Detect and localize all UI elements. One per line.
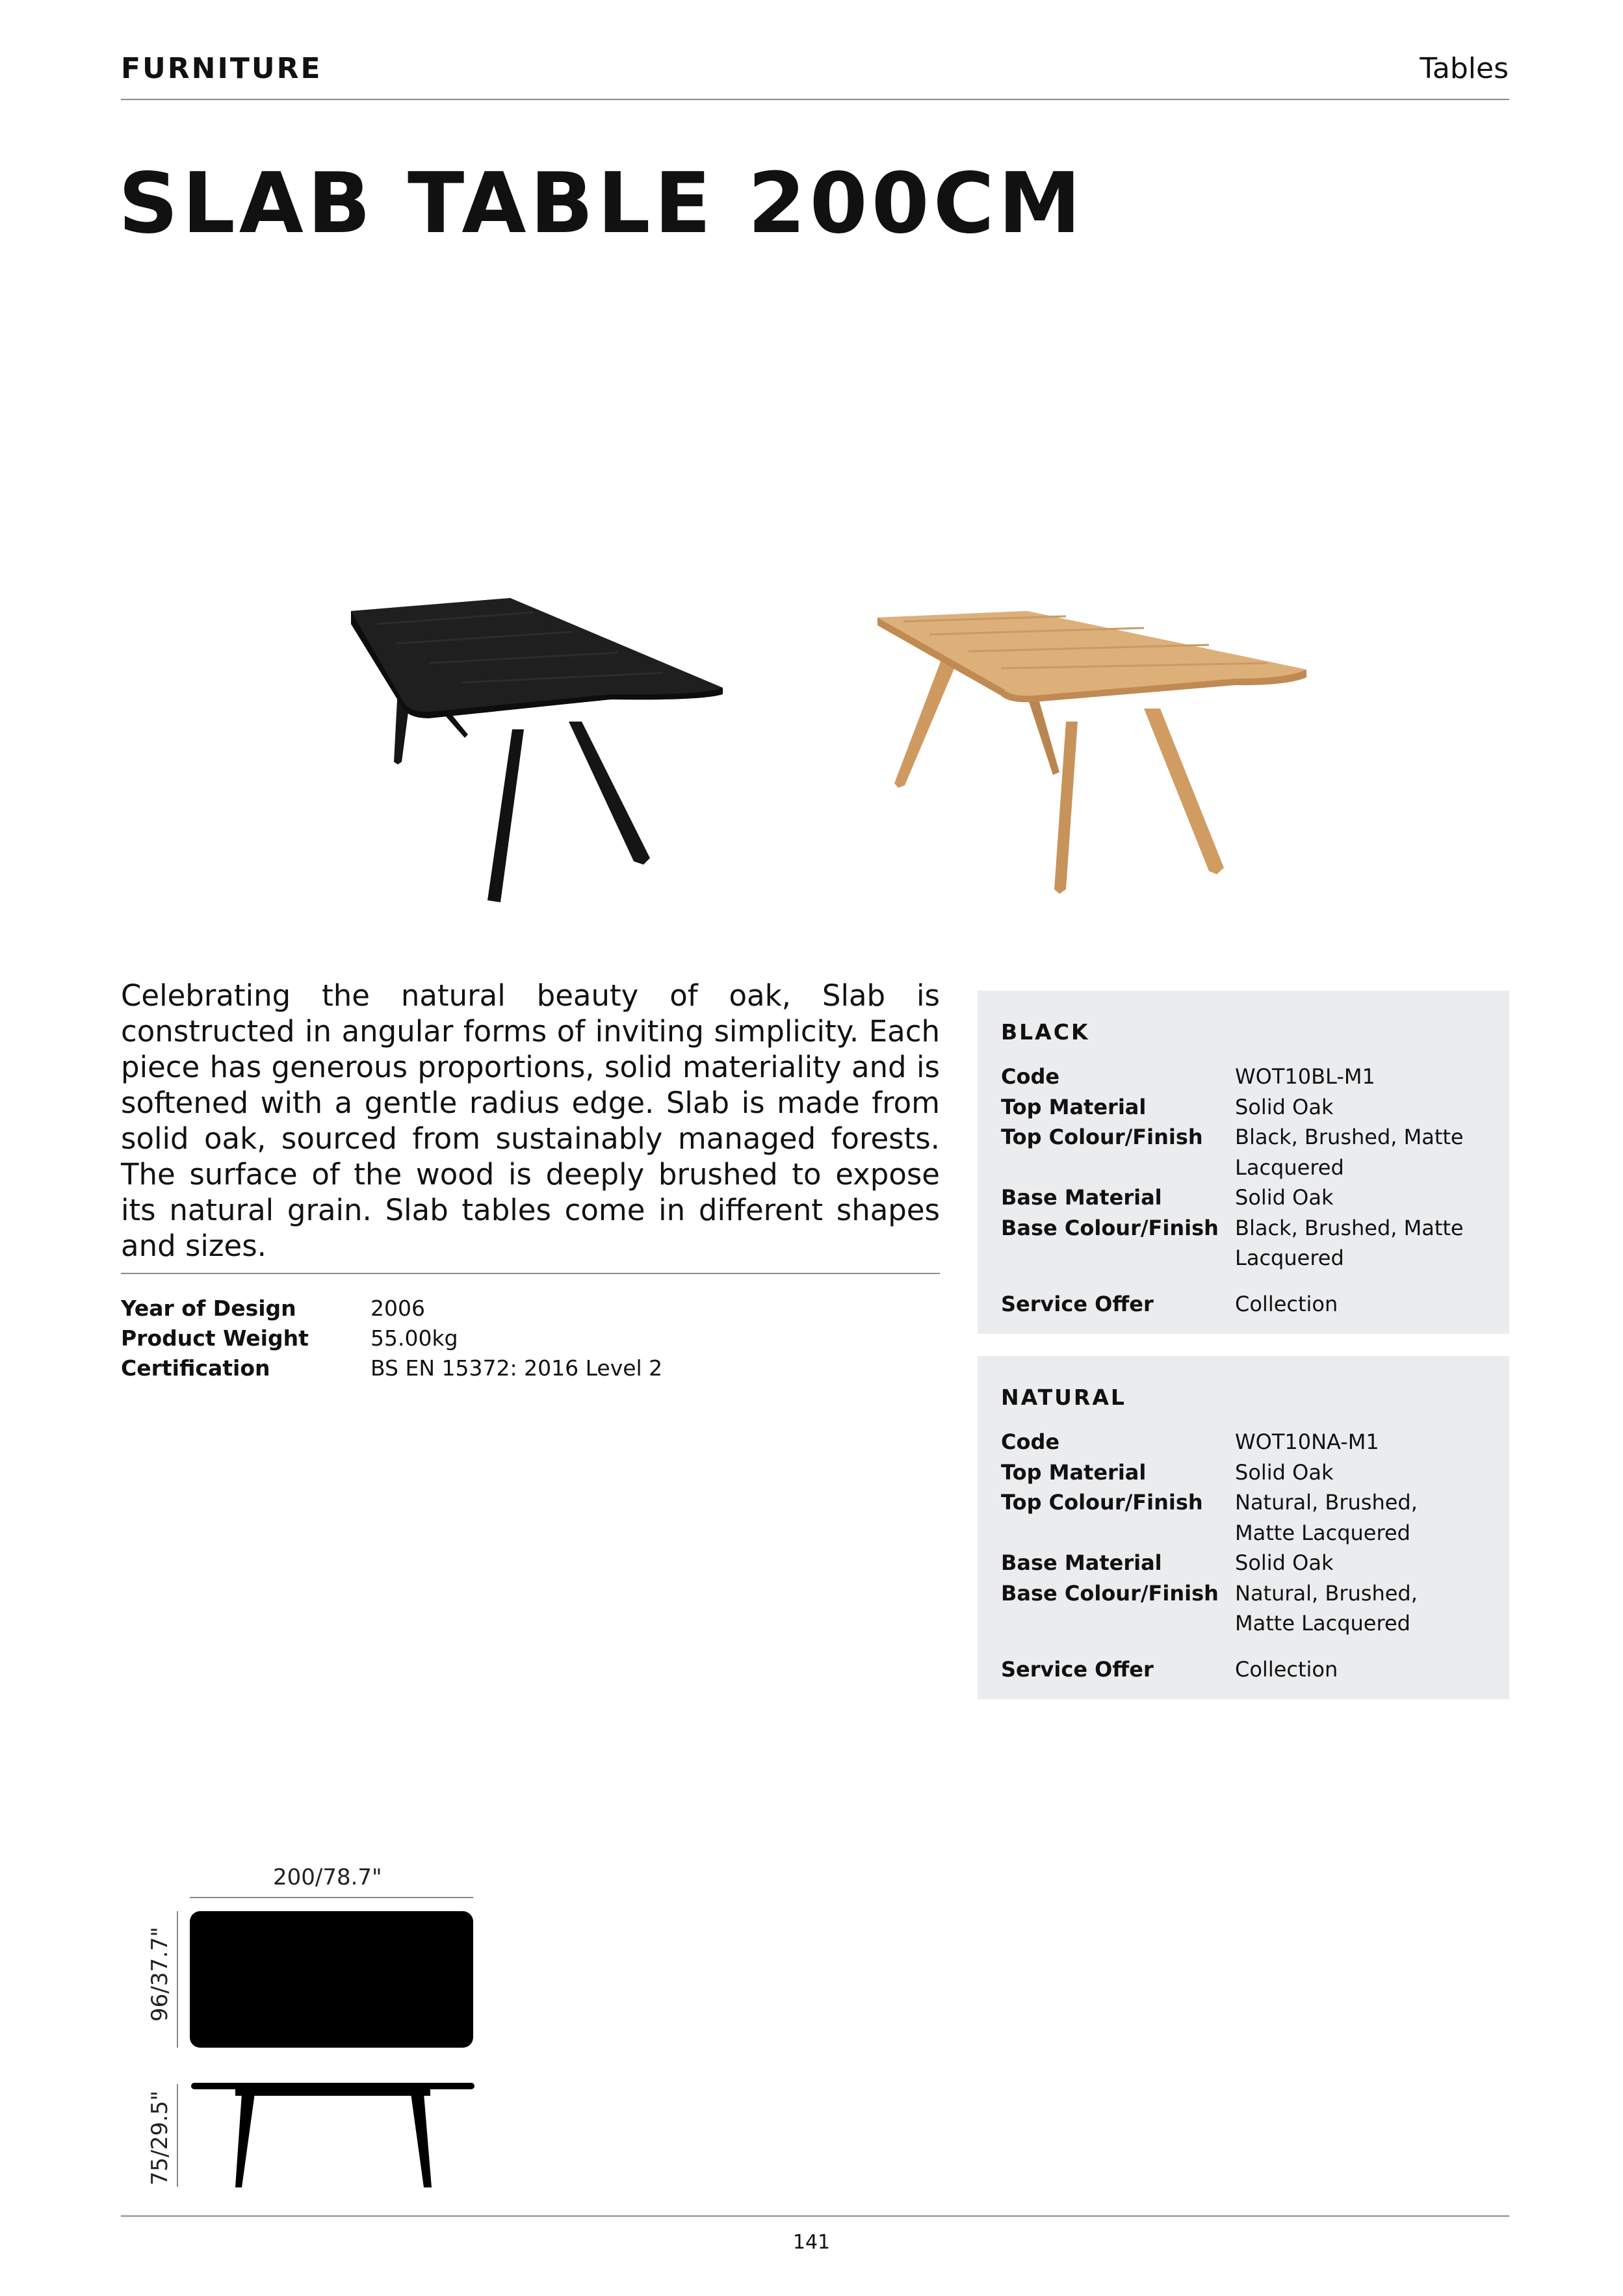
variant-value: WOT10BL-M1 (1235, 1064, 1375, 1089)
spec-label: Year of Design (121, 1296, 296, 1321)
variant-label: Code (1001, 1429, 1060, 1454)
width-dimension-line (177, 1911, 178, 2048)
variant-value: Collection (1235, 1291, 1338, 1316)
dimension-width: 96/37.7" (147, 1926, 173, 2022)
variant-label: Top Colour/Finish (1001, 1490, 1203, 1515)
variant-label: Service Offer (1001, 1291, 1154, 1316)
spec-value: BS EN 15372: 2016 Level 2 (370, 1355, 663, 1381)
variant-label: Base Colour/Finish (1001, 1580, 1219, 1606)
variant-value: WOT10NA-M1 (1235, 1429, 1379, 1454)
variant-value: Solid Oak (1235, 1094, 1334, 1119)
variant-value: Black, Brushed, Matte Lacquered (1235, 1215, 1464, 1270)
natural-table-image (871, 598, 1326, 910)
spec-row-weight (121, 1324, 662, 1353)
spec-row-year (121, 1294, 662, 1324)
product-description: Celebrating the natural beauty of oak, Slab is constructed in angular forms of inviting simplicity. Each piece has generous proportions, solid materiality and is softened with a gentle radius edge. Slab is made from solid oak, sourced from sustainably managed forests. The surface of the wood is deeply brushed to expose its natural grain. Slab tables come in different shapes and sizes. (121, 978, 940, 1263)
variant-value: Solid Oak (1235, 1550, 1334, 1575)
section-label: FURNITURE (121, 52, 322, 85)
category-label: Tables (1420, 52, 1509, 85)
variant-panel-natural (978, 1356, 1509, 1699)
dimension-length: 200/78.7" (273, 1864, 382, 1890)
page-title: SLAB TABLE 200CM (118, 155, 1085, 252)
variant-value: Solid Oak (1235, 1185, 1334, 1210)
variant-value: Solid Oak (1235, 1459, 1334, 1485)
spec-value: 55.00kg (370, 1325, 458, 1351)
height-dimension-line (177, 2084, 178, 2187)
variant-label: Base Material (1001, 1185, 1162, 1210)
variant-label: Service Offer (1001, 1656, 1154, 1682)
header-divider (121, 99, 1509, 100)
variant-value: Natural, Brushed, Matte Lacquered (1235, 1580, 1418, 1636)
spec-value: 2006 (370, 1296, 425, 1321)
variant-label: Base Material (1001, 1550, 1162, 1575)
spec-label: Certification (121, 1355, 270, 1381)
variant-label: Base Colour/Finish (1001, 1215, 1219, 1240)
variant-label: Top Colour/Finish (1001, 1125, 1203, 1149)
dimension-height: 75/29.5" (147, 2090, 173, 2185)
black-table-image (338, 585, 741, 910)
spec-label: Product Weight (121, 1325, 309, 1351)
variant-label: Top Material (1001, 1094, 1147, 1119)
variant-label: Code (1001, 1064, 1060, 1089)
variant-title: NATURAL (1001, 1385, 1126, 1410)
spec-list (121, 1294, 662, 1383)
variant-panel-black (978, 991, 1509, 1334)
top-view-drawing (190, 1911, 473, 2048)
page-number: 141 (792, 2231, 831, 2254)
spec-row-certification (121, 1353, 662, 1383)
variant-value: Collection (1235, 1656, 1338, 1682)
variant-label: Top Material (1001, 1459, 1147, 1485)
variant-value: Black, Brushed, Matte Lacquered (1235, 1125, 1464, 1180)
variant-title: BLACK (1001, 1019, 1090, 1045)
side-view-drawing (190, 2080, 476, 2191)
description-divider (121, 1273, 940, 1274)
length-dimension-line (190, 1897, 473, 1898)
variant-value: Natural, Brushed, Matte Lacquered (1235, 1490, 1418, 1545)
footer-divider (121, 2215, 1509, 2217)
